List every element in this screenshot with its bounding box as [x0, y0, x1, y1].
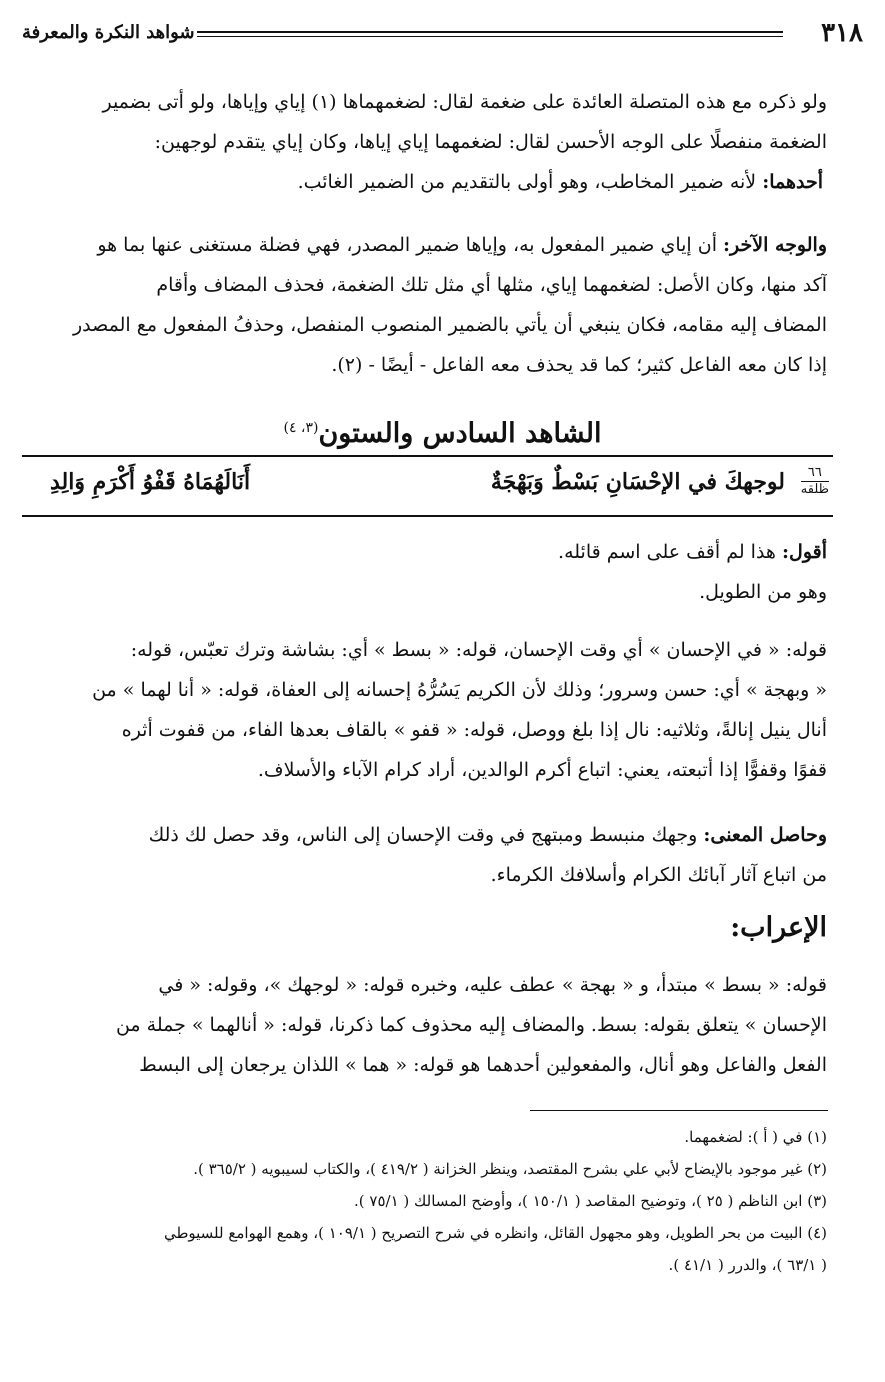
text-line: أنال ينيل إنالةً، وثلاثيه: نال إذا بلغ ووصل، قوله: « قفو » بالقاف بعدها الفاء، من قفوت أثره — [121, 719, 827, 741]
ierab-paragraph — [22, 965, 827, 1085]
aqulu-label: أقول: — [782, 541, 827, 563]
verse-second-hemistich: أَنَالَهُمَاهُ قَفْوُ أَكْرَمِ وَالِدِ — [50, 469, 251, 495]
meaning-label: وحاصل المعنى: — [703, 824, 827, 846]
aqulu-paragraph — [22, 532, 827, 612]
first-reason-label: أحدهما: — [762, 171, 823, 193]
text-line: « وبهجة » أي: حسن وسرور؛ وذلك لأن الكريم يَسُرُّهُ إحسانه إلى العفاة، قوله: « أنا لهما » من — [92, 679, 827, 701]
header-rule — [197, 31, 783, 37]
footnote-rule — [530, 1110, 828, 1111]
text-line: من اتباع آثار آبائك الكرام وأسلافك الكرماء. — [490, 864, 827, 886]
intro-paragraph — [22, 82, 827, 202]
footnote-ref: (٣، ٤) — [283, 420, 319, 436]
text-line: قفوًا وقفوًّا إذا أتبعته، يعني: اتباع أكرم الوالدين، أراد كرام الآباء والأسلاف. — [257, 759, 827, 781]
verse-first-hemistich: لوجهكَ في الإحْسَانِ بَسْطٌ وَبَهْجَةٌ — [490, 469, 785, 495]
section-heading — [0, 408, 885, 454]
aqulu-text: هذا لم أقف على اسم قائله. — [558, 541, 782, 563]
page-number: ٣١٨ — [821, 18, 863, 48]
text-line — [22, 532, 827, 572]
footnote-2: (٢) غير موجود بالإيضاح لأبي علي بشرح المقتصد، وينظر الخزانة ( ٤١٩/٢ )، والكتاب لسيبويه ( ٣٦٥/٢ ). — [193, 1160, 827, 1178]
footnote-3: (٣) ابن الناظم ( ٢٥ )، وتوضيح المقاصد ( ١٥٠/١ )، وأوضح المسالك ( ٧٥/١ ). — [354, 1192, 827, 1210]
text-line: قوله: « بسط » مبتدأ، و « بهجة » عطف عليه، وخبره قوله: « لوجهك »، وقوله: « في — [158, 974, 827, 996]
text-line: قوله: « في الإحسان » أي وقت الإحسان، قوله: « بسط » أي: بشاشة وترك تعبّس، قوله: — [130, 639, 827, 661]
footnote-1: (١) في ( أ ): لضغمهما. — [684, 1128, 827, 1146]
text-line: إذا كان معه الفاعل كثير؛ كما قد يحذف معه الفاعل - أيضًا - (٢). — [331, 354, 827, 376]
text-line: آكد منها، وكان الأصل: لضغمهما إياي، مثلها أي مثل تلك الضغمة، فحذف المضاف وأقام — [156, 274, 827, 296]
text-line — [22, 815, 827, 855]
text-line: الضغمة منفصلًا على الوجه الأحسن لقال: لضغمهما إياي إياها، وكان إياي يتقدم لوجهين: — [154, 131, 827, 153]
page-header — [22, 18, 863, 52]
text-line — [22, 225, 827, 265]
gloss-paragraph — [22, 630, 827, 790]
text-line: ولو ذكره مع هذه المتصلة العائدة على ضغمة لقال: لضغمهماها (١) إياي وإياها، ولو أتى بضمير — [102, 91, 827, 113]
text-line: المضاف إليه مقامه، فكان ينبغي أن يأتي بالضمير المنصوب المنفصل، وحذفُ المفعول مع المصدر — [72, 314, 827, 336]
verse-box — [22, 455, 833, 517]
ierab-heading: الإعراب: — [730, 912, 827, 943]
meter-line: وهو من الطويل. — [699, 581, 827, 603]
text-line: الفعل والفاعل وهو أنال، والمفعولين أحدهما هو قوله: « هما » اللذان يرجعان إلى البسط — [139, 1054, 827, 1076]
verse-meter-code: ظلقه — [800, 482, 829, 497]
footnote-4-continued: ( ٦٣/١ )، والدرر ( ٤١/١ ). — [668, 1256, 827, 1274]
text-line: الإحسان » يتعلق بقوله: بسط. والمضاف إليه محذوف كما ذكرنا، قوله: « أنالهما » جملة من — [115, 1014, 827, 1036]
section-heading-text: الشاهد السادس والستون — [318, 418, 602, 449]
first-reason-text: لأنه ضمير المخاطب، وهو أولى بالتقديم من الضمير الغائب. — [297, 171, 763, 193]
second-reason-label: والوجه الآخر: — [723, 234, 827, 256]
second-reason-text: أن إياي ضمير المفعول به، وإياها ضمير المصدر، فهي فضلة مستغنى عنها بما هو — [97, 234, 724, 256]
second-reason-paragraph — [22, 225, 827, 385]
footnote-4: (٤) البيت من بحر الطويل، وهو مجهول القائل، وانظره في شرح التصريح ( ١٠٩/١ )، وهمع الهوامع للسيوطي — [163, 1224, 827, 1242]
first-reason — [22, 162, 827, 202]
meaning-text: وجهك منبسط ومبتهج في وقت الإحسان إلى الناس، وقد حصل لك ذلك — [148, 824, 704, 846]
meaning-paragraph — [22, 815, 827, 895]
verse-number — [801, 465, 829, 498]
verse-number-value: ٦٦ — [801, 465, 829, 482]
running-title: شواهد النكرة والمعرفة — [22, 22, 195, 43]
